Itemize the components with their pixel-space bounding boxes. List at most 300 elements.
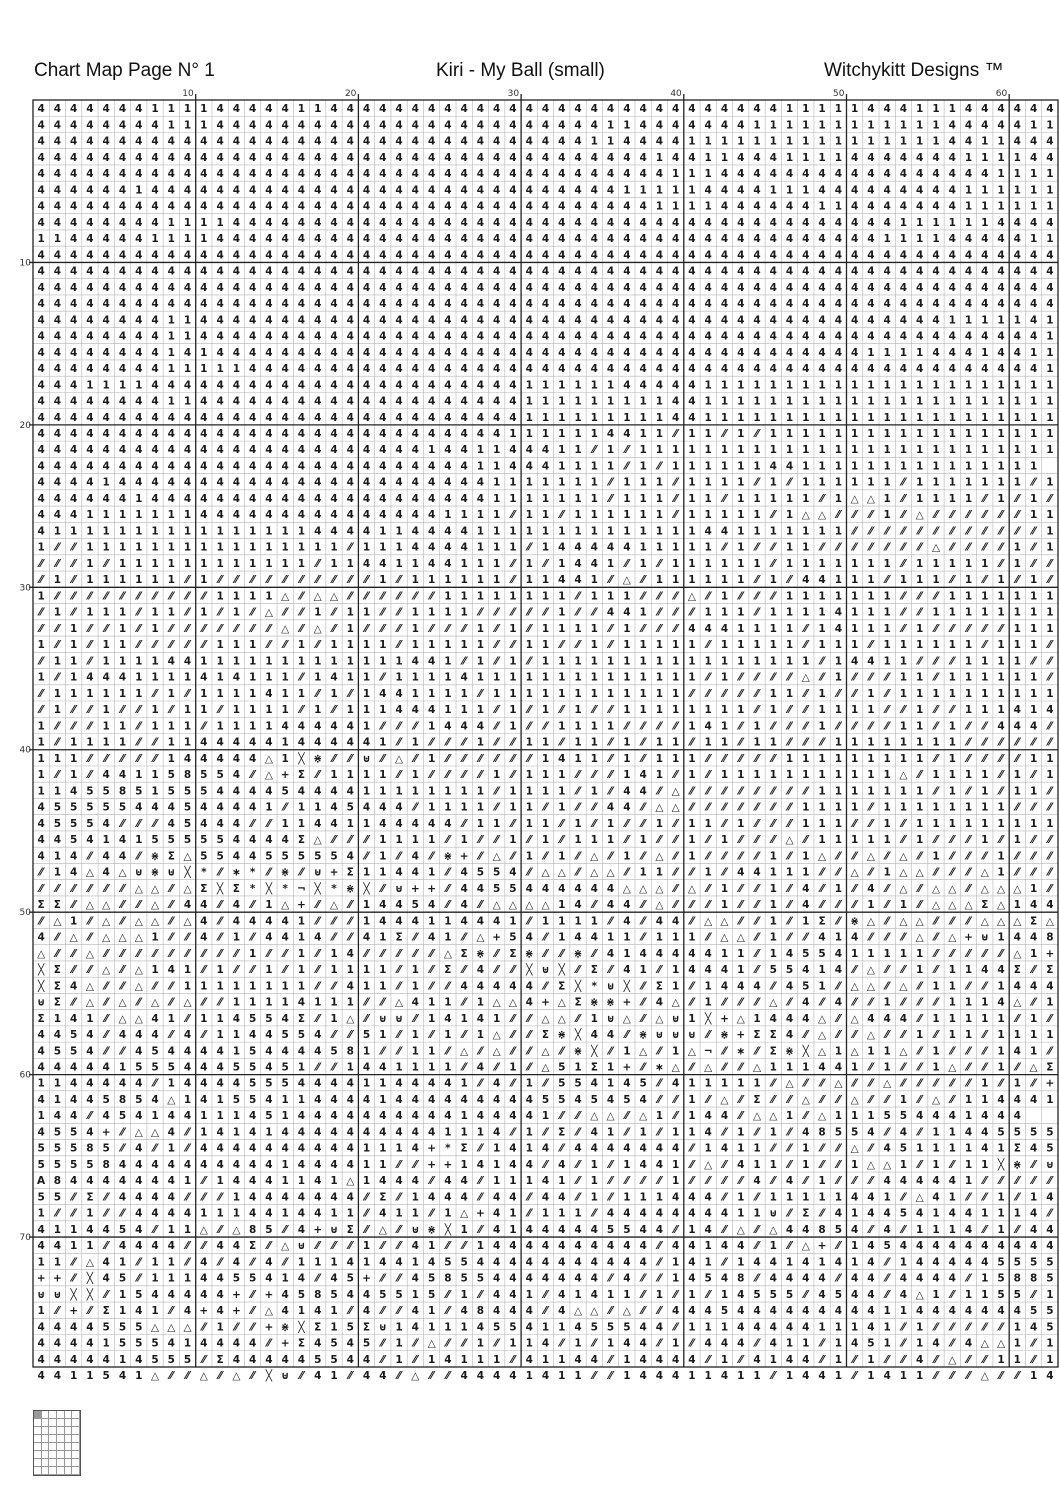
stitch-symbol: 1 xyxy=(542,428,549,440)
stitch-symbol: 1 xyxy=(623,1045,630,1057)
stitch-symbol: 4 xyxy=(802,331,809,343)
stitch-symbol: ⁄⁄ xyxy=(980,509,989,521)
stitch-symbol: ⁄⁄ xyxy=(557,1338,566,1350)
stitch-symbol: ⁄⁄ xyxy=(638,1013,647,1025)
stitch-symbol: 4 xyxy=(672,233,679,245)
stitch-symbol: 4 xyxy=(1014,720,1021,732)
stitch-symbol: 4 xyxy=(786,980,793,992)
stitch-symbol: 1 xyxy=(542,1321,549,1333)
stitch-symbol: 1 xyxy=(932,1045,939,1057)
stitch-symbol: 4 xyxy=(574,233,581,245)
stitch-symbol: 4 xyxy=(981,1126,988,1138)
stitch-symbol: 1 xyxy=(884,948,891,960)
stitch-symbol: 4 xyxy=(477,1061,484,1073)
stitch-symbol: 4 xyxy=(688,119,695,131)
stitch-symbol: ⁄⁄ xyxy=(1029,1175,1038,1187)
stitch-symbol: 4 xyxy=(509,233,516,245)
stitch-symbol: ⁄⁄ xyxy=(394,850,403,862)
stitch-symbol: 4 xyxy=(721,119,728,131)
stitch-symbol: 4 xyxy=(249,1159,256,1171)
stitch-symbol: 4 xyxy=(1046,980,1053,992)
stitch-symbol: 1 xyxy=(981,444,988,456)
stitch-symbol: 4 xyxy=(233,899,240,911)
stitch-symbol: 4 xyxy=(151,314,158,326)
stitch-symbol: ⁄⁄ xyxy=(785,883,794,895)
stitch-symbol: 1 xyxy=(835,574,842,586)
stitch-symbol: 1 xyxy=(818,834,825,846)
stitch-symbol: 1 xyxy=(997,590,1004,602)
stitch-symbol: ⊎ xyxy=(53,1289,62,1301)
stitch-symbol: 5 xyxy=(70,1029,77,1041)
stitch-symbol: ⁄⁄ xyxy=(817,493,826,505)
stitch-symbol: ⁄⁄ xyxy=(980,1191,989,1203)
stitch-symbol: 4 xyxy=(314,509,321,521)
stitch-symbol: 4 xyxy=(460,460,467,472)
stitch-symbol: ⁄⁄ xyxy=(541,948,550,960)
stitch-symbol: Σ xyxy=(363,1321,370,1333)
stitch-symbol: △ xyxy=(851,1143,860,1155)
stitch-symbol: 1 xyxy=(639,1126,646,1138)
stitch-symbol: 4 xyxy=(330,412,337,424)
stitch-symbol: 1 xyxy=(786,1370,793,1382)
stitch-symbol: 1 xyxy=(298,1061,305,1073)
stitch-symbol: + xyxy=(1045,948,1054,960)
stitch-symbol: 4 xyxy=(1046,217,1053,229)
stitch-symbol: 1 xyxy=(851,412,858,424)
stitch-symbol: 4 xyxy=(444,363,451,375)
stitch-symbol: 4 xyxy=(591,1354,598,1366)
stitch-symbol: 1 xyxy=(444,1126,451,1138)
stitch-symbol: 4 xyxy=(770,152,777,164)
stitch-symbol: ⁄⁄ xyxy=(1045,802,1054,814)
stitch-symbol: 4 xyxy=(379,1126,386,1138)
stitch-symbol: 4 xyxy=(981,1305,988,1317)
stitch-symbol: ⁄⁄ xyxy=(524,834,533,846)
stitch-symbol: 4 xyxy=(477,1321,484,1333)
stitch-symbol: ⁄⁄ xyxy=(297,574,306,586)
stitch-symbol: ⁄⁄ xyxy=(834,1240,843,1252)
stitch-symbol: 1 xyxy=(184,980,191,992)
stitch-symbol: 4 xyxy=(444,542,451,554)
stitch-symbol: 1 xyxy=(705,980,712,992)
stitch-symbol: 4 xyxy=(330,509,337,521)
stitch-symbol: ⁄⁄ xyxy=(573,607,582,619)
stitch-symbol: ⁄⁄ xyxy=(427,590,436,602)
stitch-symbol: 1 xyxy=(379,769,386,781)
stitch-symbol: △ xyxy=(200,1370,209,1382)
stitch-symbol: 4 xyxy=(477,1159,484,1171)
stitch-symbol: ⁄⁄ xyxy=(752,834,761,846)
stitch-symbol: 4 xyxy=(233,737,240,749)
stitch-symbol: ⁄⁄ xyxy=(508,1013,517,1025)
stitch-symbol: 4 xyxy=(363,396,370,408)
stitch-symbol: 1 xyxy=(200,233,207,245)
stitch-symbol: 1 xyxy=(363,1159,370,1171)
stitch-symbol: 5 xyxy=(70,818,77,830)
stitch-symbol: 4 xyxy=(656,331,663,343)
stitch-symbol: △ xyxy=(590,1305,599,1317)
stitch-symbol: 4 xyxy=(981,266,988,278)
stitch-symbol: ⁄⁄ xyxy=(866,1143,875,1155)
stitch-symbol: ⁄⁄ xyxy=(687,899,696,911)
stitch-symbol: 1 xyxy=(282,525,289,537)
stitch-symbol: 1 xyxy=(737,818,744,830)
stitch-symbol: 1 xyxy=(574,428,581,440)
stitch-symbol: 1 xyxy=(558,720,565,732)
stitch-symbol: 1 xyxy=(705,412,712,424)
stitch-symbol: 4 xyxy=(639,1354,646,1366)
stitch-symbol: △ xyxy=(948,932,957,944)
stitch-symbol: 1 xyxy=(37,720,44,732)
stitch-symbol: 4 xyxy=(428,314,435,326)
stitch-symbol: 4 xyxy=(216,1143,223,1155)
stitch-symbol: 4 xyxy=(981,103,988,115)
stitch-symbol: ⁄⁄ xyxy=(866,997,875,1009)
stitch-symbol: 1 xyxy=(770,1354,777,1366)
stitch-symbol: ⁄⁄ xyxy=(866,867,875,879)
stitch-symbol: ⁄⁄ xyxy=(346,899,355,911)
stitch-symbol: ⁄⁄ xyxy=(687,997,696,1009)
stitch-symbol: 1 xyxy=(151,509,158,521)
stitch-symbol: ⁄⁄ xyxy=(655,1175,664,1187)
stitch-symbol: 5 xyxy=(314,1354,321,1366)
stitch-symbol: ⁄⁄ xyxy=(606,477,615,489)
stitch-symbol: ⁄⁄ xyxy=(980,493,989,505)
stitch-symbol: ⁄⁄ xyxy=(443,737,452,749)
stitch-symbol: 4 xyxy=(1014,217,1021,229)
stitch-symbol: 4 xyxy=(753,363,760,375)
stitch-symbol: ⁄⁄ xyxy=(492,704,501,716)
stitch-symbol: 4 xyxy=(265,363,272,375)
stitch-symbol: ⁄⁄ xyxy=(817,1208,826,1220)
stitch-symbol: 4 xyxy=(672,1143,679,1155)
stitch-symbol: 4 xyxy=(656,103,663,115)
stitch-symbol: △ xyxy=(493,1029,502,1041)
stitch-symbol: ⁄⁄ xyxy=(411,753,420,765)
stitch-symbol: 4 xyxy=(460,152,467,164)
stitch-symbol: ⁄⁄ xyxy=(1029,1289,1038,1301)
stitch-symbol: 1 xyxy=(591,525,598,537)
stitch-symbol: 4 xyxy=(949,347,956,359)
stitch-symbol: 5 xyxy=(1046,1305,1053,1317)
stitch-symbol: 4 xyxy=(347,1078,354,1090)
stitch-symbol: 4 xyxy=(265,314,272,326)
stitch-symbol: ⁄⁄ xyxy=(850,672,859,684)
stitch-symbol: 1 xyxy=(932,396,939,408)
stitch-symbol: 4 xyxy=(672,948,679,960)
stitch-symbol: ⁄⁄ xyxy=(394,1191,403,1203)
stitch-symbol: 1 xyxy=(721,379,728,391)
stitch-symbol: 4 xyxy=(103,412,110,424)
stitch-symbol: 4 xyxy=(37,379,44,391)
stitch-symbol: 4 xyxy=(737,249,744,261)
stitch-symbol: 4 xyxy=(477,1110,484,1122)
stitch-symbol: 1 xyxy=(249,704,256,716)
stitch-symbol: 4 xyxy=(265,249,272,261)
stitch-symbol: 4 xyxy=(314,266,321,278)
stitch-symbol: 1 xyxy=(656,525,663,537)
stitch-symbol: 4 xyxy=(1046,249,1053,261)
stitch-symbol: 4 xyxy=(639,298,646,310)
stitch-symbol: 1 xyxy=(444,1061,451,1073)
stitch-symbol: 4 xyxy=(672,314,679,326)
stitch-symbol: 4 xyxy=(607,948,614,960)
stitch-symbol: ⁄⁄ xyxy=(36,915,45,927)
stitch-symbol: 4 xyxy=(412,396,419,408)
stitch-symbol: 1 xyxy=(135,509,142,521)
stitch-symbol: ⁄⁄ xyxy=(215,574,224,586)
stitch-symbol: 4 xyxy=(526,1224,533,1236)
stitch-symbol: 4 xyxy=(493,233,500,245)
stitch-symbol: 4 xyxy=(379,1208,386,1220)
stitch-symbol: △ xyxy=(346,1013,355,1025)
stitch-symbol: 4 xyxy=(753,184,760,196)
stitch-symbol: 4 xyxy=(526,103,533,115)
stitch-symbol: 5 xyxy=(282,1078,289,1090)
stitch-symbol: ⁄⁄ xyxy=(248,769,257,781)
stitch-symbol: 4 xyxy=(997,347,1004,359)
stitch-symbol: 1 xyxy=(1030,509,1037,521)
stitch-symbol: 1 xyxy=(103,720,110,732)
stitch-symbol: 1 xyxy=(379,639,386,651)
stitch-symbol: 4 xyxy=(233,412,240,424)
stitch-symbol: ⁄⁄ xyxy=(655,558,664,570)
stitch-symbol: 1 xyxy=(753,493,760,505)
stitch-symbol: 1 xyxy=(1046,412,1053,424)
stitch-symbol: ⁄⁄ xyxy=(606,753,615,765)
stitch-symbol: 1 xyxy=(705,1240,712,1252)
stitch-symbol: 4 xyxy=(168,1175,175,1187)
stitch-symbol: 4 xyxy=(574,298,581,310)
stitch-symbol: 4 xyxy=(949,201,956,213)
stitch-symbol: 4 xyxy=(867,1305,874,1317)
stitch-symbol: 4 xyxy=(477,412,484,424)
stitch-symbol: 4 xyxy=(314,1029,321,1041)
stitch-symbol: ⁄⁄ xyxy=(378,1338,387,1350)
stitch-symbol: 1 xyxy=(737,477,744,489)
stitch-symbol: 1 xyxy=(460,1110,467,1122)
stitch-symbol: 4 xyxy=(558,883,565,895)
stitch-symbol: 1 xyxy=(249,980,256,992)
stitch-symbol: 1 xyxy=(770,1240,777,1252)
stitch-symbol: 1 xyxy=(949,1224,956,1236)
stitch-symbol: 4 xyxy=(70,1175,77,1187)
stitch-symbol: 4 xyxy=(54,1061,61,1073)
stitch-symbol: 1 xyxy=(379,964,386,976)
stitch-symbol: ⁄⁄ xyxy=(329,980,338,992)
stitch-symbol: 1 xyxy=(265,997,272,1009)
stitch-symbol: 4 xyxy=(916,282,923,294)
stitch-symbol: 4 xyxy=(639,266,646,278)
stitch-symbol: △ xyxy=(444,948,453,960)
stitch-symbol: ╳ xyxy=(558,963,566,976)
stitch-symbol: ⁄⁄ xyxy=(541,558,550,570)
stitch-symbol: 4 xyxy=(282,217,289,229)
stitch-symbol: 4 xyxy=(265,509,272,521)
stitch-symbol: 1 xyxy=(623,737,630,749)
stitch-symbol: 1 xyxy=(119,737,126,749)
stitch-symbol: 4 xyxy=(216,233,223,245)
stitch-symbol: 4 xyxy=(347,460,354,472)
stitch-symbol: 4 xyxy=(216,152,223,164)
stitch-symbol: 1 xyxy=(103,1338,110,1350)
stitch-symbol: 4 xyxy=(737,347,744,359)
stitch-symbol: 4 xyxy=(103,460,110,472)
stitch-symbol: 4 xyxy=(363,314,370,326)
stitch-symbol: ⁄⁄ xyxy=(378,1045,387,1057)
stitch-symbol: 1 xyxy=(818,460,825,472)
stitch-symbol: 4 xyxy=(705,282,712,294)
stitch-symbol: 4 xyxy=(103,672,110,684)
stitch-symbol: 4 xyxy=(119,201,126,213)
stitch-symbol: ⁄⁄ xyxy=(834,850,843,862)
stitch-symbol: 4 xyxy=(444,217,451,229)
stitch-symbol: 1 xyxy=(526,639,533,651)
stitch-symbol: 5 xyxy=(1030,1126,1037,1138)
stitch-symbol: 4 xyxy=(705,1208,712,1220)
stitch-symbol: 1 xyxy=(412,1045,419,1057)
stitch-symbol: 1 xyxy=(884,1191,891,1203)
stitch-symbol: 4 xyxy=(737,168,744,180)
stitch-symbol: 4 xyxy=(623,607,630,619)
stitch-symbol: 1 xyxy=(656,655,663,667)
stitch-symbol: 1 xyxy=(916,1338,923,1350)
stitch-symbol: ⁄⁄ xyxy=(850,720,859,732)
stitch-symbol: 1 xyxy=(900,396,907,408)
stitch-symbol: 4 xyxy=(477,428,484,440)
stitch-symbol: 4 xyxy=(428,249,435,261)
stitch-symbol: 1 xyxy=(786,136,793,148)
stitch-symbol: 4 xyxy=(379,217,386,229)
stitch-symbol: ⁄⁄ xyxy=(655,590,664,602)
stitch-symbol: 4 xyxy=(200,428,207,440)
stitch-symbol: 1 xyxy=(900,753,907,765)
stitch-symbol: △ xyxy=(135,915,144,927)
stitch-symbol: ⁄⁄ xyxy=(671,1321,680,1333)
stitch-symbol: 4 xyxy=(900,363,907,375)
stitch-symbol: 1 xyxy=(477,802,484,814)
stitch-symbol: ⁄⁄ xyxy=(199,1354,208,1366)
stitch-symbol: 4 xyxy=(412,282,419,294)
stitch-symbol: 1 xyxy=(70,753,77,765)
stitch-symbol: 4 xyxy=(460,867,467,879)
stitch-symbol: 4 xyxy=(705,363,712,375)
stitch-symbol: 4 xyxy=(347,314,354,326)
stitch-symbol: 4 xyxy=(200,737,207,749)
stitch-symbol: ⁄⁄ xyxy=(573,785,582,797)
stitch-symbol: 5 xyxy=(330,1338,337,1350)
stitch-symbol: ⁄⁄ xyxy=(606,850,615,862)
stitch-symbol: ⁄⁄ xyxy=(882,525,891,537)
stitch-symbol: 1 xyxy=(216,1208,223,1220)
stitch-symbol: 4 xyxy=(86,136,93,148)
stitch-symbol: ⁄⁄ xyxy=(736,1061,745,1073)
stitch-symbol: 4 xyxy=(233,1354,240,1366)
stitch-symbol: 4 xyxy=(119,266,126,278)
stitch-symbol: 4 xyxy=(639,233,646,245)
stitch-symbol: 1 xyxy=(151,558,158,570)
stitch-symbol: 1 xyxy=(249,688,256,700)
stitch-symbol: Σ xyxy=(656,980,663,992)
stitch-symbol: 4 xyxy=(233,168,240,180)
stitch-symbol: ⁄⁄ xyxy=(297,590,306,602)
stitch-symbol: 4 xyxy=(119,672,126,684)
stitch-symbol: 4 xyxy=(753,1175,760,1187)
stitch-symbol: 8 xyxy=(737,1273,744,1285)
stitch-symbol: 5 xyxy=(54,802,61,814)
stitch-symbol: 1 xyxy=(135,379,142,391)
stitch-symbol: ⁄⁄ xyxy=(866,525,875,537)
stitch-symbol: 4 xyxy=(477,379,484,391)
stitch-symbol: 1 xyxy=(477,590,484,602)
stitch-symbol: ⁄⁄ xyxy=(720,1191,729,1203)
stitch-symbol: △ xyxy=(1046,915,1055,927)
stitch-symbol: 1 xyxy=(639,672,646,684)
stitch-symbol: 4 xyxy=(1046,266,1053,278)
stitch-symbol: 4 xyxy=(786,249,793,261)
stitch-symbol: 4 xyxy=(688,363,695,375)
stitch-symbol: 1 xyxy=(282,542,289,554)
stitch-symbol: 1 xyxy=(688,1321,695,1333)
stitch-symbol: 5 xyxy=(330,1354,337,1366)
stitch-symbol: △ xyxy=(590,850,599,862)
stitch-symbol: 4 xyxy=(395,802,402,814)
stitch-symbol: 4 xyxy=(347,249,354,261)
stitch-symbol: 4 xyxy=(379,266,386,278)
stitch-symbol: 4 xyxy=(884,1175,891,1187)
stitch-symbol: 1 xyxy=(200,688,207,700)
stitch-symbol: 1 xyxy=(151,525,158,537)
stitch-symbol: ⁄⁄ xyxy=(329,607,338,619)
stitch-symbol: ⋇ xyxy=(281,867,290,879)
stitch-symbol: 4 xyxy=(1014,1240,1021,1252)
stitch-symbol: 4 xyxy=(591,298,598,310)
stitch-symbol: 4 xyxy=(151,298,158,310)
stitch-symbol: 1 xyxy=(428,1240,435,1252)
stitch-symbol: 4 xyxy=(477,720,484,732)
stitch-symbol: ⁄⁄ xyxy=(183,574,192,586)
stitch-symbol: 4 xyxy=(460,201,467,213)
stitch-symbol: 4 xyxy=(119,1240,126,1252)
stitch-symbol: 1 xyxy=(607,720,614,732)
stitch-symbol: 4 xyxy=(395,396,402,408)
stitch-symbol: 4 xyxy=(542,1143,549,1155)
stitch-symbol: 1 xyxy=(672,444,679,456)
stitch-symbol: 4 xyxy=(233,818,240,830)
stitch-symbol: 4 xyxy=(37,834,44,846)
stitch-symbol: 1 xyxy=(347,997,354,1009)
stitch-symbol: 1 xyxy=(802,867,809,879)
stitch-symbol: ⁄⁄ xyxy=(476,1175,485,1187)
stitch-symbol: 5 xyxy=(412,899,419,911)
stitch-symbol: 1 xyxy=(460,688,467,700)
stitch-symbol: 1 xyxy=(981,217,988,229)
stitch-symbol: 1 xyxy=(249,655,256,667)
stitch-symbol: 4 xyxy=(151,136,158,148)
stitch-symbol: 1 xyxy=(965,769,972,781)
stitch-symbol: 4 xyxy=(330,379,337,391)
stitch-symbol: 4 xyxy=(86,1175,93,1187)
stitch-symbol: 4 xyxy=(574,168,581,180)
stitch-symbol: 5 xyxy=(37,1191,44,1203)
stitch-symbol: 1 xyxy=(737,525,744,537)
stitch-symbol: 1 xyxy=(721,152,728,164)
stitch-symbol: ⁄⁄ xyxy=(101,590,110,602)
stitch-symbol: ╳ xyxy=(70,1288,78,1301)
stitch-symbol: 4 xyxy=(460,542,467,554)
stitch-symbol: 1 xyxy=(233,1029,240,1041)
stitch-symbol: Σ xyxy=(168,850,175,862)
